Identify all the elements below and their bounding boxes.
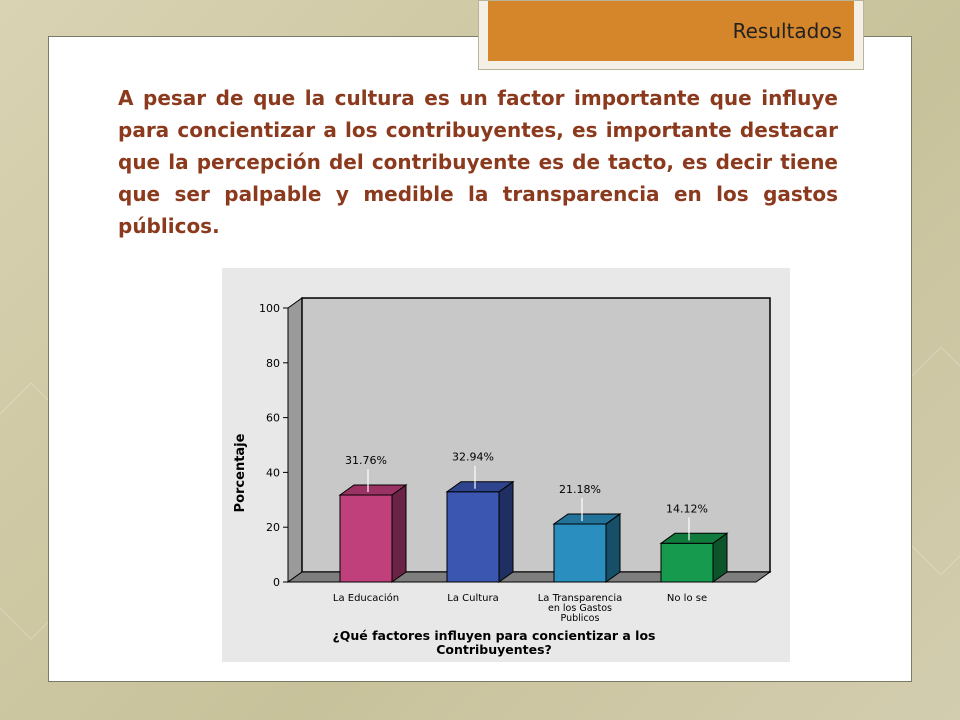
x-axis-label: Contribuyentes? [436,642,552,657]
x-category-label: La Educación [332,593,400,604]
y-tick-label: 0 [273,576,280,589]
x-category-label: Publicos [560,613,600,624]
y-tick-label: 80 [266,356,280,370]
bar-front [661,543,713,582]
x-category-label: en los Gastos [548,603,612,614]
header-tab-label: Resultados [488,1,854,61]
bar-chart [222,268,790,662]
bar-front [447,492,499,582]
x-category-label: La Transparencia [537,593,623,604]
y-tick-label: 40 [266,466,280,480]
bar-side [499,482,513,582]
bar-side [392,485,406,582]
data-label: 14.12% [666,502,708,516]
bar-front [554,524,606,582]
x-category-label: No lo se [666,593,708,604]
chart-side-wall [288,298,302,582]
data-label: 21.18% [559,482,601,496]
y-tick-label: 60 [266,411,280,425]
x-category-label: La Cultura [447,593,499,604]
bar-chart-svg [222,268,790,662]
x-axis-label: ¿Qué factores influyen para concientizar a los [332,628,656,643]
bar-side [606,514,620,582]
data-label: 31.76% [345,453,387,467]
y-axis-label: Porcentaje [233,433,248,513]
bar-front [340,495,392,582]
data-label: 32.94% [452,450,494,464]
body-paragraph: A pesar de que la cultura es un factor importante que influye para concientizar a los contribuyentes, es importante destacar que la percepción del contribuyente es de tacto, es decir tiene que ser palpable y medible la transparencia en los gastos públicos. [118,86,838,238]
header-tab [478,0,864,70]
y-tick-label: 100 [259,302,280,315]
y-tick-label: 20 [266,521,280,535]
